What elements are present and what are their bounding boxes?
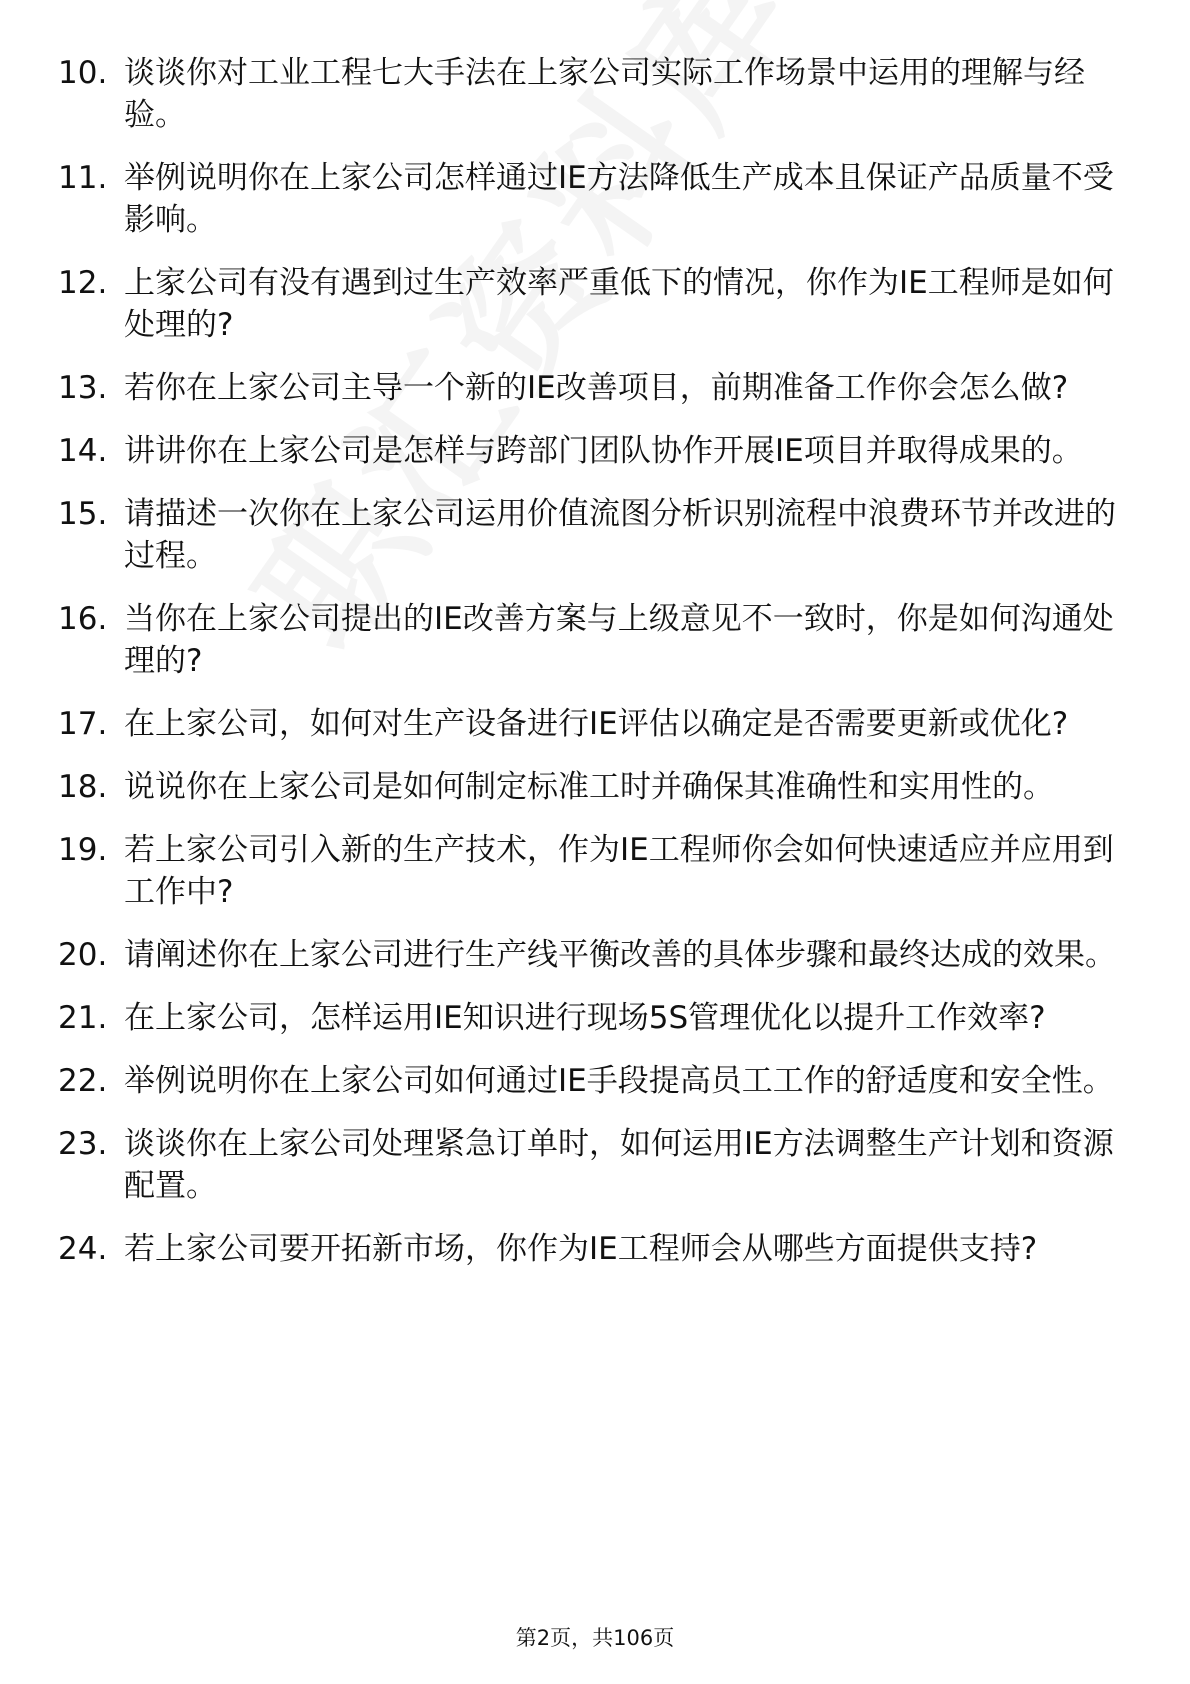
question-number: 16. xyxy=(58,601,108,637)
question-number: 19. xyxy=(58,832,108,868)
question-item xyxy=(58,934,1118,976)
question-text: 谈谈你对工业工程七大手法在上家公司实际工作场景中运用的理解与经验。 xyxy=(124,55,1085,133)
question-item xyxy=(58,1228,1118,1270)
question-text: 举例说明你在上家公司如何通过IE手段提高员工工作的舒适度和安全性。 xyxy=(124,1063,1114,1099)
question-item xyxy=(58,829,1118,913)
question-item xyxy=(58,1123,1118,1207)
question-item xyxy=(58,1060,1118,1102)
question-item xyxy=(58,262,1118,346)
question-item xyxy=(58,367,1118,409)
question-text: 说说你在上家公司是如何制定标准工时并确保其准确性和实用性的。 xyxy=(124,769,1054,805)
question-number: 21. xyxy=(58,1000,108,1036)
question-number: 12. xyxy=(58,265,108,301)
question-text: 若上家公司引入新的生产技术，作为IE工程师你会如何快速适应并应用到工作中? xyxy=(124,832,1114,910)
question-text: 若上家公司要开拓新市场，你作为IE工程师会从哪些方面提供支持? xyxy=(124,1231,1038,1267)
question-text: 当你在上家公司提出的IE改善方案与上级意见不一致时，你是如何沟通处理的? xyxy=(124,601,1114,679)
question-item xyxy=(58,766,1118,808)
question-item xyxy=(58,493,1118,577)
question-item xyxy=(58,997,1118,1039)
question-item xyxy=(58,52,1118,136)
question-item xyxy=(58,703,1118,745)
question-number: 10. xyxy=(58,55,108,91)
page-number-label: 第2页，共106页 xyxy=(515,1626,675,1650)
question-text: 请阐述你在上家公司进行生产线平衡改善的具体步骤和最终达成的效果。 xyxy=(124,937,1116,973)
question-number: 20. xyxy=(58,937,108,973)
question-list xyxy=(58,52,1118,1291)
question-number: 15. xyxy=(58,496,108,532)
question-number: 18. xyxy=(58,769,108,805)
question-item xyxy=(58,598,1118,682)
question-text: 讲讲你在上家公司是怎样与跨部门团队协作开展IE项目并取得成果的。 xyxy=(124,433,1083,469)
question-item xyxy=(58,157,1118,241)
question-number: 14. xyxy=(58,433,108,469)
question-number: 11. xyxy=(58,160,108,196)
question-number: 24. xyxy=(58,1231,108,1267)
question-item xyxy=(58,430,1118,472)
question-text: 上家公司有没有遇到过生产效率严重低下的情况，你作为IE工程师是如何处理的? xyxy=(124,265,1114,343)
question-text: 若你在上家公司主导一个新的IE改善项目，前期准备工作你会怎么做? xyxy=(124,370,1069,406)
page-footer xyxy=(0,1622,1190,1652)
question-text: 举例说明你在上家公司怎样通过IE方法降低生产成本且保证产品质量不受影响。 xyxy=(124,160,1114,238)
question-text: 谈谈你在上家公司处理紧急订单时，如何运用IE方法调整生产计划和资源配置。 xyxy=(124,1126,1114,1204)
question-text: 请描述一次你在上家公司运用价值流图分析识别流程中浪费环节并改进的过程。 xyxy=(124,496,1116,574)
question-text: 在上家公司，如何对生产设备进行IE评估以确定是否需要更新或优化? xyxy=(124,706,1069,742)
question-number: 22. xyxy=(58,1063,108,1099)
question-number: 17. xyxy=(58,706,108,742)
question-number: 13. xyxy=(58,370,108,406)
question-text: 在上家公司，怎样运用IE知识进行现场5S管理优化以提升工作效率? xyxy=(124,1000,1046,1036)
question-number: 23. xyxy=(58,1126,108,1162)
